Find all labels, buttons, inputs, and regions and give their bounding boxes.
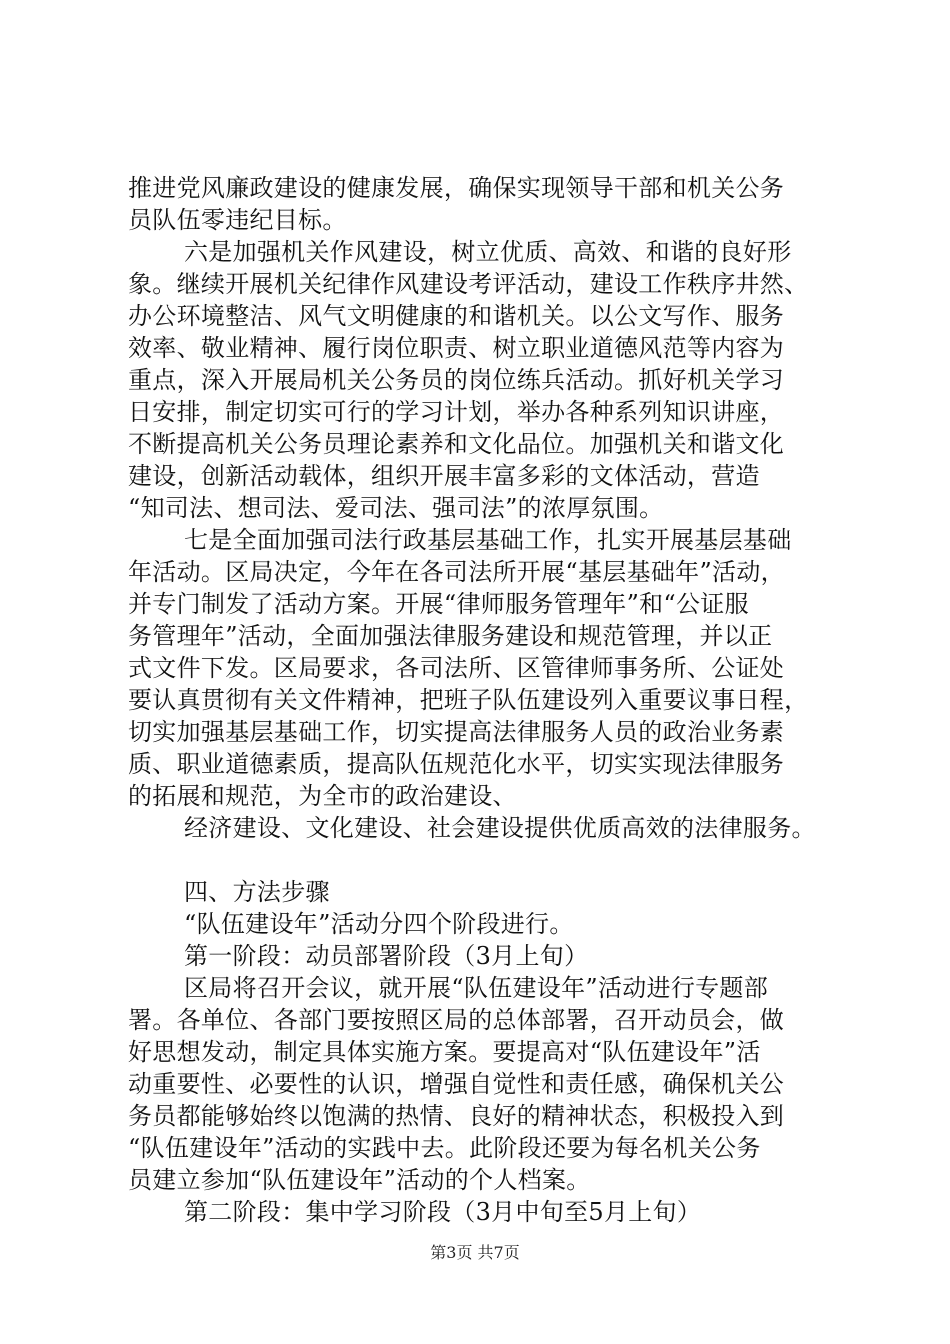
text-line: 并专门制发了活动方案。开展“律师服务管理年”和“公证服 bbox=[128, 590, 749, 618]
text-line: 效率、敬业精神、履行岗位职责、树立职业道德风范等内容为 bbox=[128, 334, 785, 362]
text-line: 好思想发动，制定具体实施方案。要提高对“队伍建设年”活 bbox=[128, 1038, 761, 1066]
text-line: 务管理年”活动，全面加强法律服务建设和规范管理，并以正 bbox=[128, 622, 773, 650]
text-line: 动重要性、必要性的认识，增强自觉性和责任感，确保机关公 bbox=[128, 1070, 785, 1098]
text-line: 员建立参加“队伍建设年”活动的个人档案。 bbox=[128, 1166, 591, 1194]
text-line: 推进党风廉政建设的健康发展，确保实现领导干部和机关公务 bbox=[128, 174, 785, 202]
document-body bbox=[128, 172, 848, 1228]
text-line: 象。继续开展机关纪律作风建设考评活动，建设工作秩序井然、 bbox=[128, 270, 809, 298]
text-line: 七是全面加强司法行政基层基础工作，扎实开展基层基础 bbox=[184, 526, 792, 554]
text-line: 第二阶段：集中学习阶段（3月中旬至5月上旬） bbox=[184, 1198, 702, 1226]
text-line: 办公环境整洁、风气文明健康的和谐机关。以公文写作、服务 bbox=[128, 302, 785, 330]
text-line: 务员都能够始终以饱满的热情、良好的精神状态，积极投入到 bbox=[128, 1102, 785, 1130]
text-line: 日安排，制定切实可行的学习计划，举办各种系列知识讲座， bbox=[128, 398, 785, 426]
text-line: 质、职业道德素质，提高队伍规范化水平，切实实现法律服务 bbox=[128, 750, 785, 778]
text-line: 第一阶段：动员部署阶段（3月上旬） bbox=[184, 942, 589, 970]
text-line: “队伍建设年”活动分四个阶段进行。 bbox=[184, 910, 574, 938]
text-line: 不断提高机关公务员理论素养和文化品位。加强机关和谐文化 bbox=[128, 430, 785, 458]
text-line: 建设，创新活动载体，组织开展丰富多彩的文体活动，营造 bbox=[128, 462, 760, 490]
text-line: 年活动。区局决定，今年在各司法所开展“基层基础年”活动， bbox=[128, 558, 785, 586]
text-line: 经济建设、文化建设、社会建设提供优质高效的法律服务。 bbox=[184, 814, 816, 842]
blank-line bbox=[128, 844, 848, 876]
text-line: 重点，深入开展局机关公务员的岗位练兵活动。抓好机关学习 bbox=[128, 366, 785, 394]
text-line: 切实加强基层基础工作，切实提高法律服务人员的政治业务素 bbox=[128, 718, 785, 746]
text-line: “队伍建设年”活动的实践中去。此阶段还要为每名机关公务 bbox=[128, 1134, 761, 1162]
text-line: 要认真贯彻有关文件精神，把班子队伍建设列入重要议事日程， bbox=[128, 686, 809, 714]
text-line: 四、方法步骤 bbox=[184, 878, 330, 906]
text-line: 式文件下发。区局要求，各司法所、区管律师事务所、公证处 bbox=[128, 654, 785, 682]
text-line: 署。各单位、各部门要按照区局的总体部署，召开动员会，做 bbox=[128, 1006, 785, 1034]
text-line: 员队伍零违纪目标。 bbox=[128, 206, 347, 234]
text-line: 六是加强机关作风建设，树立优质、高效、和谐的良好形 bbox=[184, 238, 792, 266]
text-line: 区局将召开会议，就开展“队伍建设年”活动进行专题部 bbox=[184, 974, 769, 1002]
text-line: 的拓展和规范，为全市的政治建设、 bbox=[128, 782, 517, 810]
page-footer: 第3页 共7页 bbox=[430, 1243, 520, 1262]
text-line: “知司法、想司法、爱司法、强司法”的浓厚氛围。 bbox=[128, 494, 664, 522]
